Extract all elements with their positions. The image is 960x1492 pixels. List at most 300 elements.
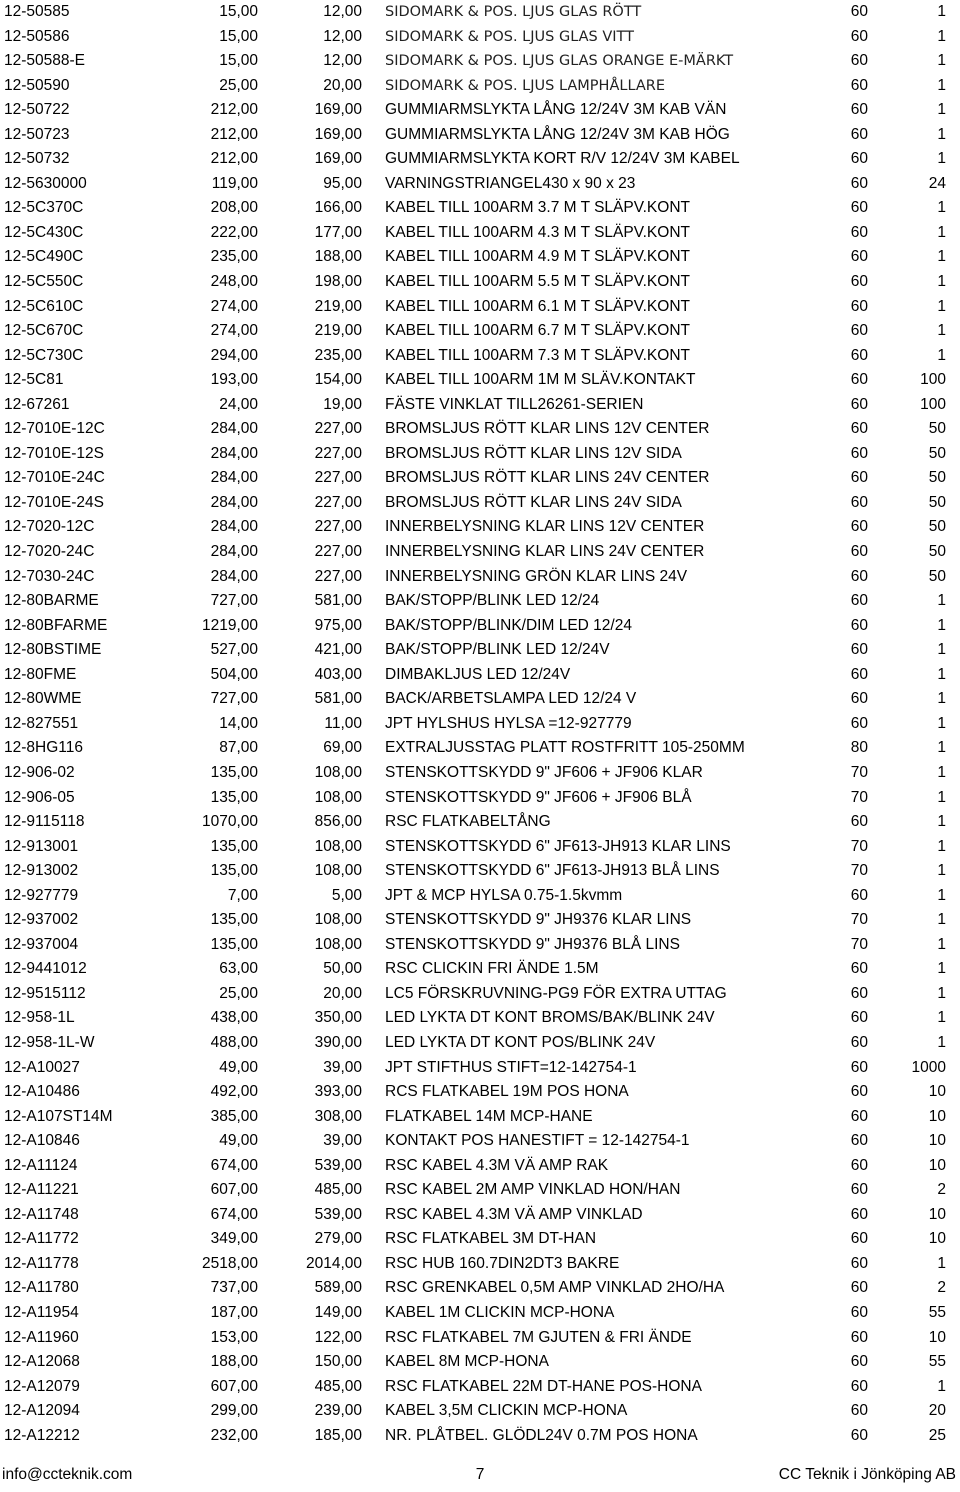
table-row <box>0 393 960 418</box>
description: KABEL TILL 100ARM 4.3 M T SLÄPV.KONT <box>385 223 690 241</box>
description: LED LYKTA DT KONT POS/BLINK 24V <box>385 1033 656 1051</box>
package-quantity: 1 <box>937 788 946 806</box>
article-number: 12-A11124 <box>4 1156 78 1174</box>
article-number: 12-9441012 <box>4 960 87 978</box>
article-number: 12-A11221 <box>4 1181 79 1199</box>
article-number: 12-7010E-12C <box>4 420 105 438</box>
article-number: 12-5C550C <box>4 273 84 291</box>
net-price: 39,00 <box>323 1132 362 1150</box>
package-quantity: 1 <box>937 935 946 953</box>
list-price: 135,00 <box>210 862 258 880</box>
list-price: 674,00 <box>210 1156 258 1174</box>
net-price: 39,00 <box>323 1058 362 1076</box>
list-price: 135,00 <box>210 763 258 781</box>
net-price: 177,00 <box>314 223 362 241</box>
article-number: 12-827551 <box>4 714 79 732</box>
list-price: 7,00 <box>227 886 258 904</box>
list-price: 135,00 <box>210 911 258 929</box>
article-number: 12-7030-24C <box>4 567 95 585</box>
table-row <box>0 884 960 909</box>
article-number: 12-5C490C <box>4 248 84 266</box>
table-row <box>0 1252 960 1277</box>
list-price: 274,00 <box>210 297 258 315</box>
description: GUMMIARMSLYKTA KORT R/V 12/24V 3M KABEL <box>385 150 740 168</box>
description: BACK/ARBETSLAMPA LED 12/24 V <box>385 690 637 708</box>
article-number: 12-958-1L <box>4 1009 75 1027</box>
package-quantity: 50 <box>928 567 946 585</box>
net-price: 539,00 <box>314 1205 362 1223</box>
list-price: 49,00 <box>219 1058 258 1076</box>
description: KABEL TILL 100ARM 1M M SLÄV.KONTAKT <box>385 371 696 389</box>
table-row <box>0 221 960 246</box>
list-price: 135,00 <box>210 837 258 855</box>
package-quantity: 100 <box>920 395 946 413</box>
discount-group: 60 <box>850 984 868 1002</box>
list-price: 212,00 <box>210 150 258 168</box>
article-number: 12-5C670C <box>4 322 84 340</box>
net-price: 154,00 <box>314 371 362 389</box>
list-price: 438,00 <box>210 1009 258 1027</box>
article-number: 12-A12094 <box>4 1402 80 1420</box>
table-row <box>0 319 960 344</box>
article-number: 12-7020-12C <box>4 518 95 536</box>
discount-group: 70 <box>850 935 868 953</box>
description: RCS FLATKABEL 19M POS HONA <box>385 1083 629 1101</box>
list-price: 25,00 <box>219 76 258 94</box>
discount-group: 60 <box>850 150 868 168</box>
discount-group: 60 <box>850 297 868 315</box>
article-number: 12-80BARME <box>4 592 99 610</box>
net-price: 188,00 <box>314 248 362 266</box>
net-price: 308,00 <box>314 1107 362 1125</box>
package-quantity: 25 <box>928 1426 946 1444</box>
table-row <box>0 859 960 884</box>
net-price: 227,00 <box>314 469 362 487</box>
net-price: 279,00 <box>314 1230 362 1248</box>
table-row <box>0 1301 960 1326</box>
discount-group: 60 <box>850 199 868 217</box>
net-price: 150,00 <box>314 1353 362 1371</box>
package-quantity: 10 <box>928 1230 946 1248</box>
net-price: 227,00 <box>314 444 362 462</box>
description: RSC KABEL 4.3M VÄ AMP RAK <box>385 1156 609 1174</box>
list-price: 274,00 <box>210 322 258 340</box>
description: EXTRALJUSSTAG PLATT ROSTFRITT 105-250MM <box>385 739 745 757</box>
description: INNERBELYSNING KLAR LINS 12V CENTER <box>385 518 705 536</box>
discount-group: 60 <box>850 1303 868 1321</box>
description: NR. PLÅTBEL. GLÖDL24V 0.7M POS HONA <box>385 1426 698 1444</box>
list-price: 284,00 <box>210 518 258 536</box>
article-number: 12-80BFARME <box>4 616 108 634</box>
package-quantity: 1 <box>937 862 946 880</box>
list-price: 349,00 <box>210 1230 258 1248</box>
table-row <box>0 1276 960 1301</box>
net-price: 219,00 <box>314 297 362 315</box>
table-row <box>0 736 960 761</box>
discount-group: 60 <box>850 1353 868 1371</box>
discount-group: 60 <box>850 813 868 831</box>
description: RSC FLATKABEL 7M GJUTEN & FRI ÄNDE <box>385 1328 692 1346</box>
list-price: 193,00 <box>210 371 258 389</box>
list-price: 119,00 <box>211 174 258 192</box>
discount-group: 60 <box>850 469 868 487</box>
discount-group: 60 <box>850 248 868 266</box>
table-row <box>0 712 960 737</box>
table-row <box>0 245 960 270</box>
package-quantity: 1 <box>937 837 946 855</box>
list-price: 527,00 <box>210 641 258 659</box>
description: STENSKOTTSKYDD 6" JF613-JH913 BLÅ LINS <box>385 862 720 880</box>
article-number: 12-50732 <box>4 150 70 168</box>
list-price: 284,00 <box>210 543 258 561</box>
discount-group: 60 <box>850 1181 868 1199</box>
article-number: 12-7010E-12S <box>4 444 104 462</box>
package-quantity: 50 <box>928 444 946 462</box>
list-price: 492,00 <box>210 1083 258 1101</box>
net-price: 198,00 <box>314 273 362 291</box>
description: SIDOMARK & POS. LJUS LAMPHÅLLARE <box>385 77 666 94</box>
list-price: 1219,00 <box>201 616 258 634</box>
package-quantity: 10 <box>928 1205 946 1223</box>
table-row <box>0 172 960 197</box>
description: FÄSTE VINKLAT TILL26261-SERIEN <box>385 395 644 413</box>
package-quantity: 1 <box>937 150 946 168</box>
description: FLATKABEL 14M MCP-HANE <box>385 1107 593 1125</box>
discount-group: 60 <box>850 1377 868 1395</box>
description: SIDOMARK & POS. LJUS GLAS RÖTT <box>385 4 642 20</box>
table-row <box>0 589 960 614</box>
package-quantity: 10 <box>928 1328 946 1346</box>
package-quantity: 1 <box>937 3 946 20</box>
net-price: 108,00 <box>314 837 362 855</box>
article-number: 12-A11954 <box>4 1303 79 1321</box>
footer-company: CC Teknik i Jönköping AB <box>778 1466 956 1483</box>
page-footer <box>0 1466 960 1492</box>
net-price: 12,00 <box>323 52 362 70</box>
table-row <box>0 663 960 688</box>
description: LED LYKTA DT KONT BROMS/BAK/BLINK 24V <box>385 1009 715 1027</box>
discount-group: 60 <box>850 1156 868 1174</box>
package-quantity: 10 <box>928 1107 946 1125</box>
table-row <box>0 982 960 1007</box>
article-number: 12-80BSTIME <box>4 641 102 659</box>
discount-group: 60 <box>850 665 868 683</box>
net-price: 185,00 <box>314 1426 362 1444</box>
list-price: 284,00 <box>210 493 258 511</box>
list-price: 235,00 <box>210 248 258 266</box>
table-row <box>0 1031 960 1056</box>
article-number: 12-A10486 <box>4 1083 80 1101</box>
article-number: 12-A11748 <box>4 1205 79 1223</box>
net-price: 69,00 <box>323 739 362 757</box>
package-quantity: 2 <box>937 1181 946 1199</box>
package-quantity: 1 <box>937 223 946 241</box>
discount-group: 60 <box>850 616 868 634</box>
net-price: 122,00 <box>314 1328 362 1346</box>
discount-group: 60 <box>850 27 868 45</box>
article-number: 12-913001 <box>4 837 79 855</box>
list-price: 294,00 <box>210 346 258 364</box>
net-price: 149,00 <box>314 1303 362 1321</box>
description: KABEL TILL 100ARM 6.7 M T SLÄPV.KONT <box>385 322 690 340</box>
description: STENSKOTTSKYDD 9" JH9376 BLÅ LINS <box>385 935 680 953</box>
description: RSC CLICKIN FRI ÄNDE 1.5M <box>385 960 599 978</box>
table-row <box>0 196 960 221</box>
discount-group: 60 <box>850 592 868 610</box>
net-price: 393,00 <box>314 1083 362 1101</box>
article-number: 12-9515112 <box>4 984 86 1002</box>
discount-group: 70 <box>850 788 868 806</box>
list-price: 63,00 <box>219 960 258 978</box>
net-price: 589,00 <box>314 1279 362 1297</box>
package-quantity: 50 <box>928 518 946 536</box>
net-price: 239,00 <box>314 1402 362 1420</box>
article-number: 12-A11960 <box>4 1328 79 1346</box>
package-quantity: 1 <box>937 1033 946 1051</box>
net-price: 2014,00 <box>305 1254 362 1272</box>
list-price: 135,00 <box>210 935 258 953</box>
discount-group: 60 <box>850 444 868 462</box>
package-quantity: 1 <box>937 322 946 340</box>
description: BROMSLJUS RÖTT KLAR LINS 12V CENTER <box>385 420 710 438</box>
net-price: 581,00 <box>314 592 362 610</box>
description: KABEL 3,5M CLICKIN MCP-HONA <box>385 1402 628 1420</box>
article-number: 12-A10027 <box>4 1058 80 1076</box>
discount-group: 60 <box>850 1009 868 1027</box>
table-row <box>0 417 960 442</box>
net-price: 227,00 <box>314 567 362 585</box>
package-quantity: 2 <box>937 1279 946 1297</box>
package-quantity: 55 <box>928 1303 946 1321</box>
discount-group: 60 <box>850 1083 868 1101</box>
net-price: 166,00 <box>314 199 362 217</box>
net-price: 169,00 <box>314 125 362 143</box>
package-quantity: 1 <box>937 616 946 634</box>
discount-group: 60 <box>850 76 868 94</box>
package-quantity: 50 <box>928 420 946 438</box>
table-row <box>0 1105 960 1130</box>
article-number: 12-A107ST14M <box>4 1107 113 1125</box>
table-row <box>0 1375 960 1400</box>
package-quantity: 24 <box>928 174 946 192</box>
discount-group: 60 <box>850 52 868 70</box>
article-number: 12-906-05 <box>4 788 75 806</box>
net-price: 108,00 <box>314 862 362 880</box>
discount-group: 80 <box>850 739 868 757</box>
table-row <box>0 1350 960 1375</box>
table-row <box>0 540 960 565</box>
discount-group: 60 <box>850 714 868 732</box>
article-number: 12-A11780 <box>4 1279 79 1297</box>
table-row <box>0 1006 960 1031</box>
article-number: 12-937002 <box>4 911 79 929</box>
table-row <box>0 491 960 516</box>
package-quantity: 55 <box>928 1353 946 1371</box>
table-row <box>0 908 960 933</box>
package-quantity: 1 <box>937 248 946 266</box>
package-quantity: 1 <box>937 297 946 315</box>
net-price: 539,00 <box>314 1156 362 1174</box>
description: JPT STIFTHUS STIFT=12-142754-1 <box>385 1058 637 1076</box>
net-price: 108,00 <box>314 911 362 929</box>
article-number: 12-7010E-24S <box>4 493 104 511</box>
list-price: 504,00 <box>210 665 258 683</box>
discount-group: 60 <box>850 420 868 438</box>
table-row <box>0 565 960 590</box>
article-number: 12-5630000 <box>4 174 87 192</box>
article-number: 12-A11772 <box>4 1230 79 1248</box>
table-row <box>0 442 960 467</box>
table-row <box>0 957 960 982</box>
article-number: 12-80FME <box>4 665 77 683</box>
list-price: 208,00 <box>210 199 258 217</box>
discount-group: 60 <box>850 543 868 561</box>
table-row <box>0 1424 960 1449</box>
list-price: 15,00 <box>219 27 258 45</box>
article-number: 12-A11778 <box>4 1254 79 1272</box>
article-number: 12-50585 <box>4 3 70 20</box>
package-quantity: 1 <box>937 125 946 143</box>
list-price: 299,00 <box>210 1402 258 1420</box>
table-row <box>0 98 960 123</box>
package-quantity: 1 <box>937 813 946 831</box>
article-number: 12-A12068 <box>4 1353 80 1371</box>
discount-group: 60 <box>850 886 868 904</box>
discount-group: 60 <box>850 1230 868 1248</box>
list-price: 284,00 <box>210 469 258 487</box>
package-quantity: 1 <box>937 199 946 217</box>
discount-group: 70 <box>850 862 868 880</box>
net-price: 227,00 <box>314 493 362 511</box>
list-price: 232,00 <box>210 1426 258 1444</box>
net-price: 108,00 <box>314 788 362 806</box>
article-number: 12-937004 <box>4 935 79 953</box>
table-row <box>0 270 960 295</box>
description: SIDOMARK & POS. LJUS GLAS VITT <box>385 28 634 45</box>
discount-group: 60 <box>850 1426 868 1444</box>
list-price: 284,00 <box>210 444 258 462</box>
package-quantity: 1 <box>937 592 946 610</box>
list-price: 674,00 <box>210 1205 258 1223</box>
net-price: 235,00 <box>314 346 362 364</box>
package-quantity: 1 <box>937 886 946 904</box>
table-row <box>0 1227 960 1252</box>
package-quantity: 50 <box>928 493 946 511</box>
discount-group: 60 <box>850 273 868 291</box>
list-price: 727,00 <box>210 690 258 708</box>
article-number: 12-913002 <box>4 862 79 880</box>
net-price: 581,00 <box>314 690 362 708</box>
description: BROMSLJUS RÖTT KLAR LINS 24V CENTER <box>385 469 710 487</box>
discount-group: 70 <box>850 763 868 781</box>
article-number: 12-50588-E <box>4 52 86 70</box>
list-price: 49,00 <box>219 1132 258 1150</box>
description: STENSKOTTSKYDD 9" JF606 + JF906 BLÅ <box>385 788 692 806</box>
description: RSC KABEL 2M AMP VINKLAD HON/HAN <box>385 1181 681 1199</box>
table-row <box>0 761 960 786</box>
list-price: 25,00 <box>219 984 258 1002</box>
list-price: 135,00 <box>210 788 258 806</box>
footer-email[interactable]: info@ccteknik.com <box>2 1466 133 1483</box>
description: KONTAKT POS HANESTIFT = 12-142754-1 <box>385 1132 690 1150</box>
package-quantity: 50 <box>928 469 946 487</box>
description: KABEL TILL 100ARM 4.9 M T SLÄPV.KONT <box>385 248 690 266</box>
table-row <box>0 835 960 860</box>
discount-group: 60 <box>850 1279 868 1297</box>
article-number: 12-5C81 <box>4 371 64 389</box>
description: DIMBAKLJUS LED 12/24V <box>385 665 571 683</box>
description: VARNINGSTRIANGEL430 x 90 x 23 <box>385 174 636 192</box>
discount-group: 60 <box>850 125 868 143</box>
package-quantity: 10 <box>928 1156 946 1174</box>
discount-group: 60 <box>850 1132 868 1150</box>
list-price: 737,00 <box>210 1279 258 1297</box>
article-number: 12-67261 <box>4 395 70 413</box>
article-number: 12-927779 <box>4 886 79 904</box>
table-row <box>0 1203 960 1228</box>
net-price: 485,00 <box>314 1181 362 1199</box>
discount-group: 60 <box>850 346 868 364</box>
net-price: 5,00 <box>331 886 362 904</box>
discount-group: 60 <box>850 1058 868 1076</box>
package-quantity: 1 <box>937 641 946 659</box>
description: RSC KABEL 4.3M VÄ AMP VINKLAD <box>385 1205 643 1223</box>
net-price: 11,00 <box>324 714 362 732</box>
discount-group: 70 <box>850 837 868 855</box>
list-price: 212,00 <box>210 101 258 119</box>
discount-group: 60 <box>850 690 868 708</box>
package-quantity: 20 <box>928 1402 946 1420</box>
article-number: 12-A12212 <box>4 1426 80 1444</box>
article-number: 12-8HG116 <box>4 739 83 757</box>
package-quantity: 1000 <box>911 1058 946 1076</box>
package-quantity: 1 <box>937 1009 946 1027</box>
table-row <box>0 933 960 958</box>
article-number: 12-A12079 <box>4 1377 80 1395</box>
description: JPT HYLSHUS HYLSA =12-927779 <box>385 714 632 732</box>
list-price: 488,00 <box>210 1033 258 1051</box>
table-row <box>0 687 960 712</box>
description: GUMMIARMSLYKTA LÅNG 12/24V 3M KAB HÖG <box>385 125 730 143</box>
discount-group: 60 <box>850 174 868 192</box>
discount-group: 60 <box>850 567 868 585</box>
table-row <box>0 515 960 540</box>
discount-group: 60 <box>850 3 868 20</box>
package-quantity: 1 <box>937 911 946 929</box>
net-price: 108,00 <box>314 763 362 781</box>
discount-group: 70 <box>850 911 868 929</box>
table-row <box>0 614 960 639</box>
page-number: 7 <box>475 1466 485 1483</box>
table-row <box>0 295 960 320</box>
list-price: 222,00 <box>210 223 258 241</box>
package-quantity: 1 <box>937 714 946 732</box>
table-row <box>0 123 960 148</box>
article-number: 12-5C610C <box>4 297 84 315</box>
article-number: 12-50723 <box>4 125 70 143</box>
article-number: 12-5C370C <box>4 199 84 217</box>
table-row <box>0 1129 960 1154</box>
description: BAK/STOPP/BLINK/DIM LED 12/24 <box>385 616 632 634</box>
table-row <box>0 1154 960 1179</box>
package-quantity: 1 <box>937 690 946 708</box>
list-price: 153,00 <box>210 1328 258 1346</box>
list-price: 284,00 <box>210 567 258 585</box>
table-row <box>0 49 960 74</box>
package-quantity: 1 <box>937 1377 946 1395</box>
article-number: 12-50722 <box>4 101 70 119</box>
discount-group: 60 <box>850 493 868 511</box>
